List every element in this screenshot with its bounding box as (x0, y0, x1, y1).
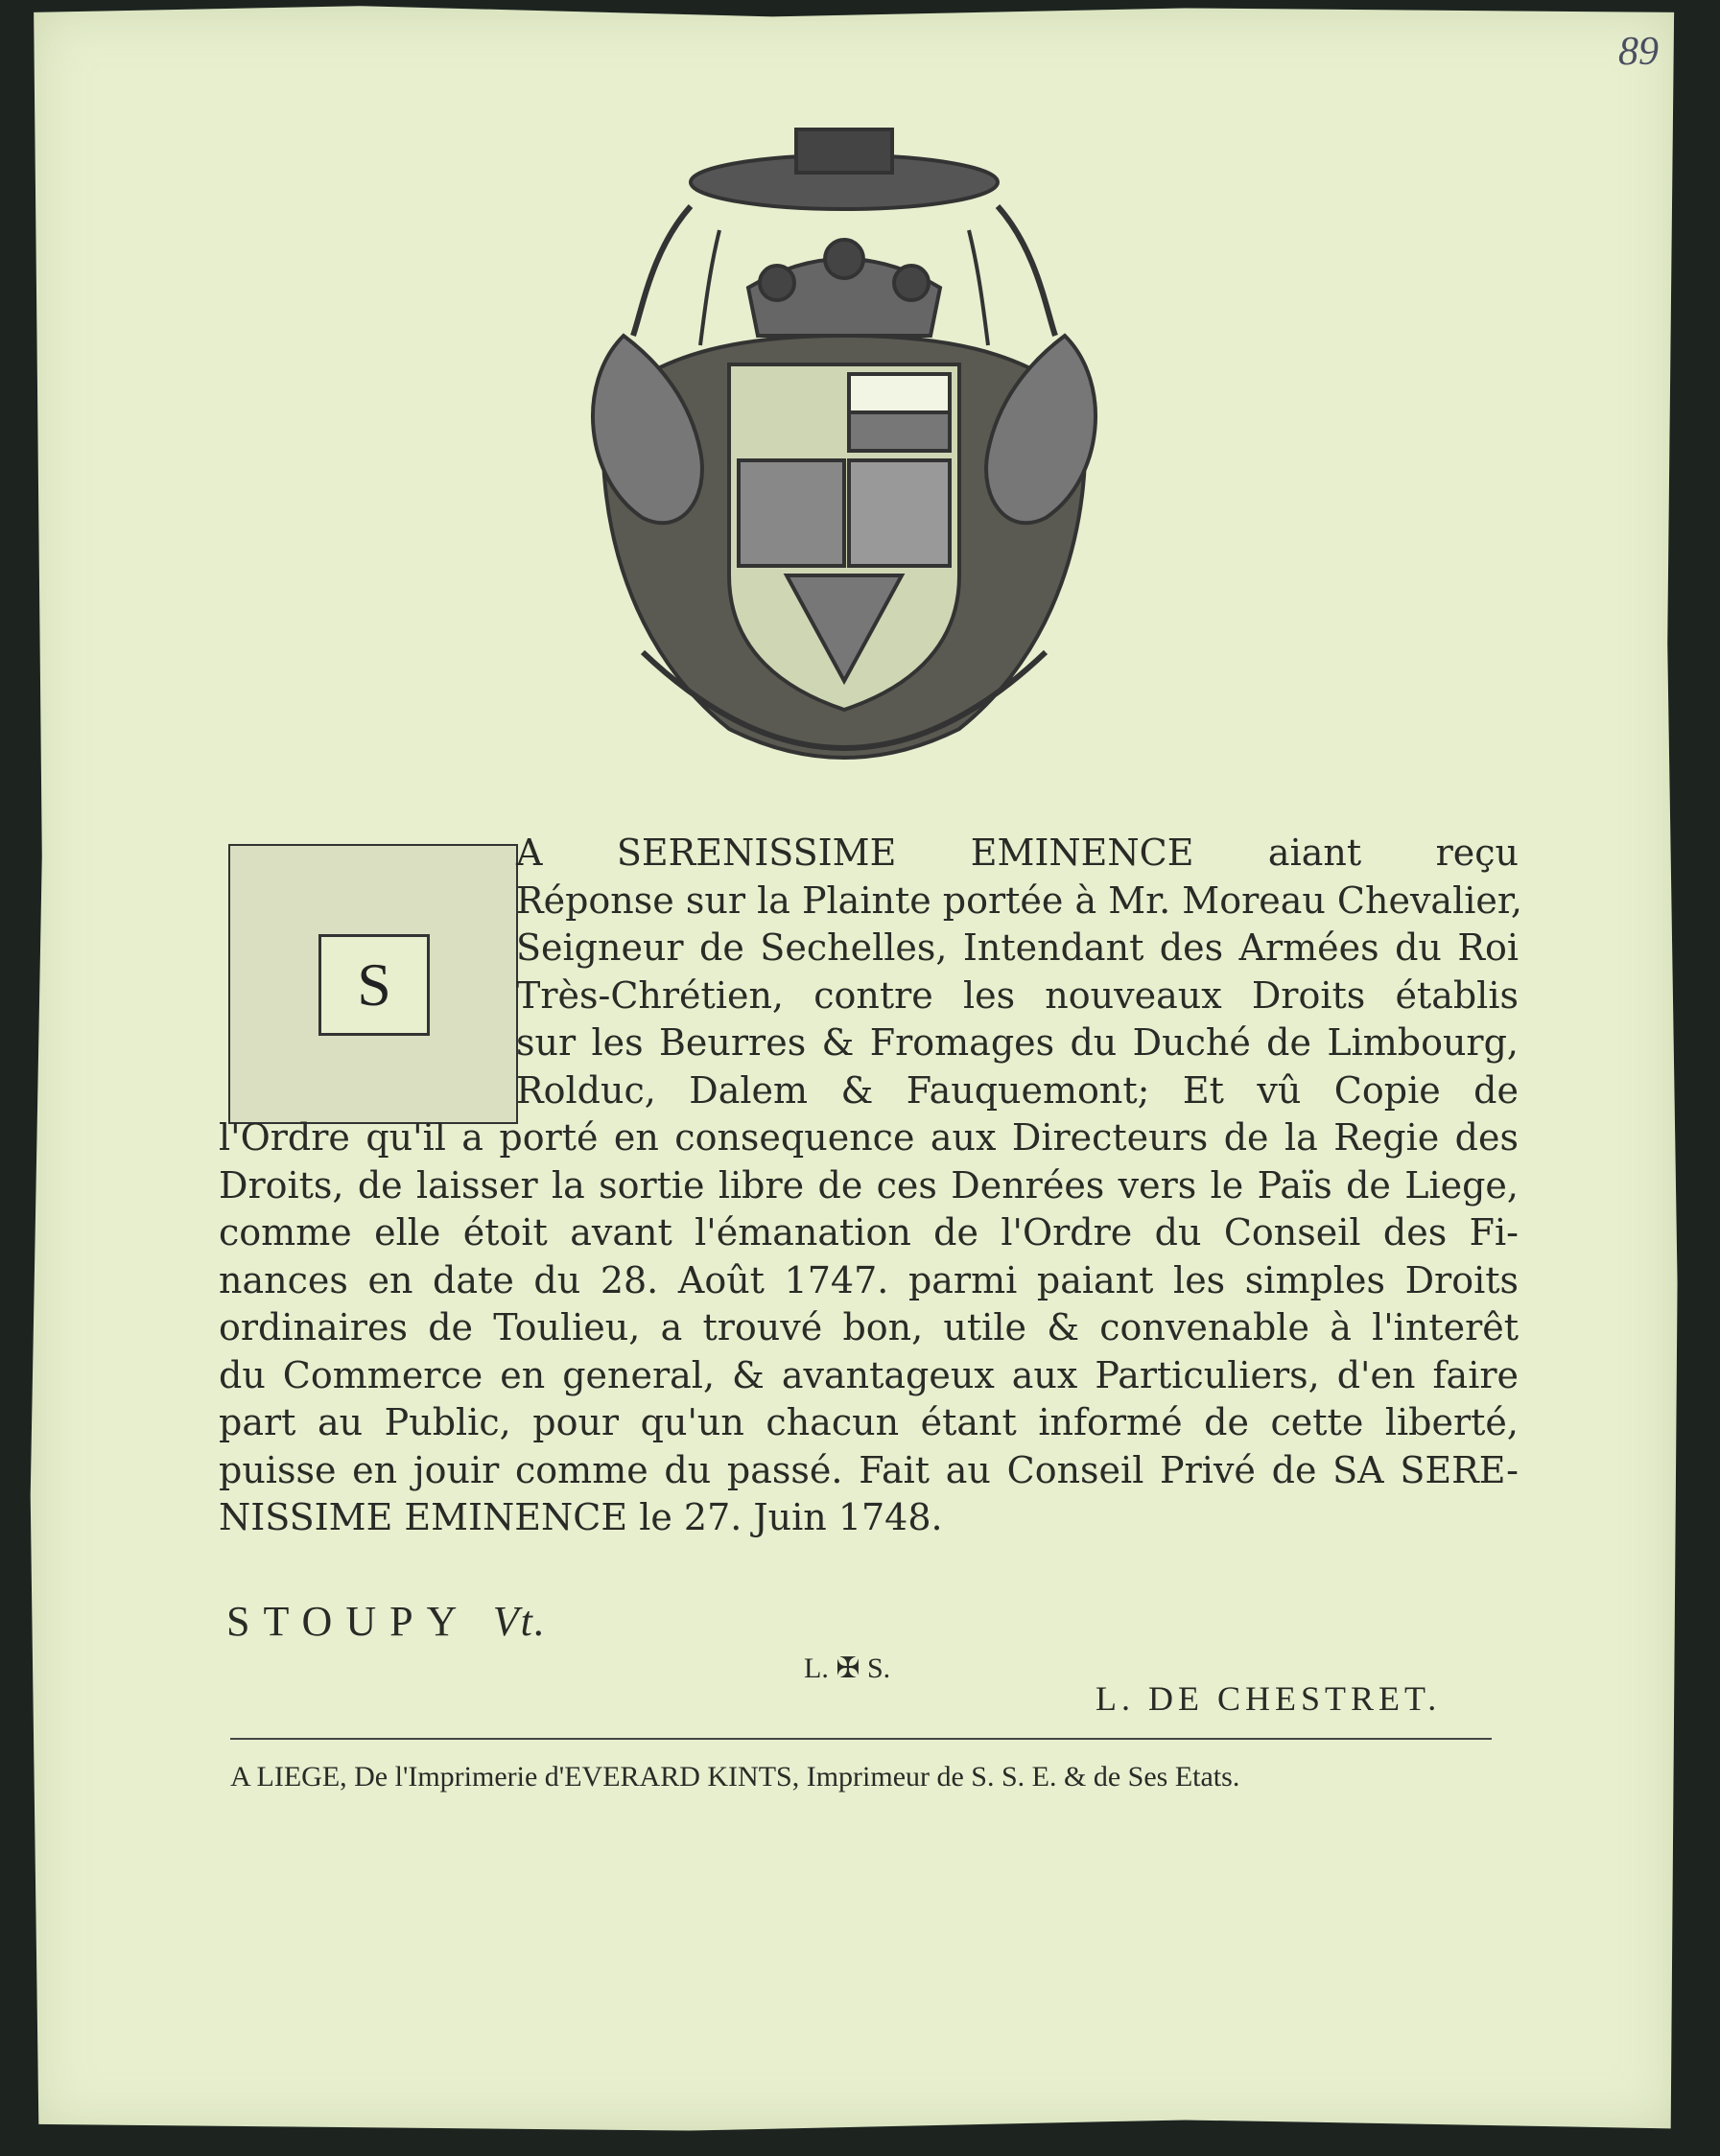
body-line: A SERENISSIME EMINENCE aiant reçu (516, 832, 1519, 874)
body-line: Seigneur de Sechelles, Intendant des Armées du Roi (516, 926, 1519, 969)
imprint-divider (230, 1738, 1492, 1740)
body-line: Rolduc, Dalem & Fauquemont; Et vû Copie de (516, 1068, 1519, 1112)
body-line: Réponse sur la Plainte portée à Mr. Moreau Chevalier, (516, 879, 1522, 922)
body-line: comme elle étoit avant l'émanation de l'Ordre du Conseil des Fi- (219, 1211, 1519, 1254)
body-line: nances en date du 28. Août 1747. parmi paiant les simples Droits (219, 1258, 1519, 1301)
body-line: part au Public, pour qu'un chacun étant informé de cette liberté, (219, 1401, 1519, 1443)
body-line: Très-Chrétien, contre les nouveaux Droits établis (516, 973, 1519, 1017)
seal-mark: L. ✠ S. (804, 1652, 891, 1684)
body-line: sur les Beurres & Fromages du Duché de Limbourg, (516, 1021, 1519, 1064)
folio-number: 89 (1618, 30, 1659, 74)
drop-cap-letter: S (318, 934, 430, 1036)
body-line: NISSIME EMINENCE le 27. Juin 1748. (219, 1496, 943, 1538)
signature-stoupy (226, 1597, 547, 1646)
body-line: puisse en jouir comme du passé. Fait au Conseil Privé de SA SERE- (219, 1448, 1519, 1491)
printer-imprint: A LIEGE, De l'Imprimerie d'EVERARD KINTS, Imprimeur de S. S. E. & de Ses Etats. (230, 1761, 1240, 1793)
coat-of-arms-woodcut (499, 115, 1190, 806)
ordinance-body (219, 830, 1522, 1542)
body-line: l'Ordre qu'il a porté en consequence aux Directeurs de la Regie des (219, 1116, 1519, 1159)
body-line: Droits, de laisser la sortie libre de ces Denrées vers le Païs de Liege, (219, 1163, 1519, 1207)
signature-name: STOUPY (226, 1598, 469, 1645)
body-line: ordinaires de Toulieu, a trouvé bon, utile & convenable à l'interêt (219, 1306, 1519, 1348)
signature-suffix: Vt. (492, 1598, 547, 1645)
signature-chestret: L. DE CHESTRET. (1096, 1679, 1442, 1718)
body-line: du Commerce en general, & avantageux aux Particuliers, d'en faire (219, 1353, 1519, 1396)
